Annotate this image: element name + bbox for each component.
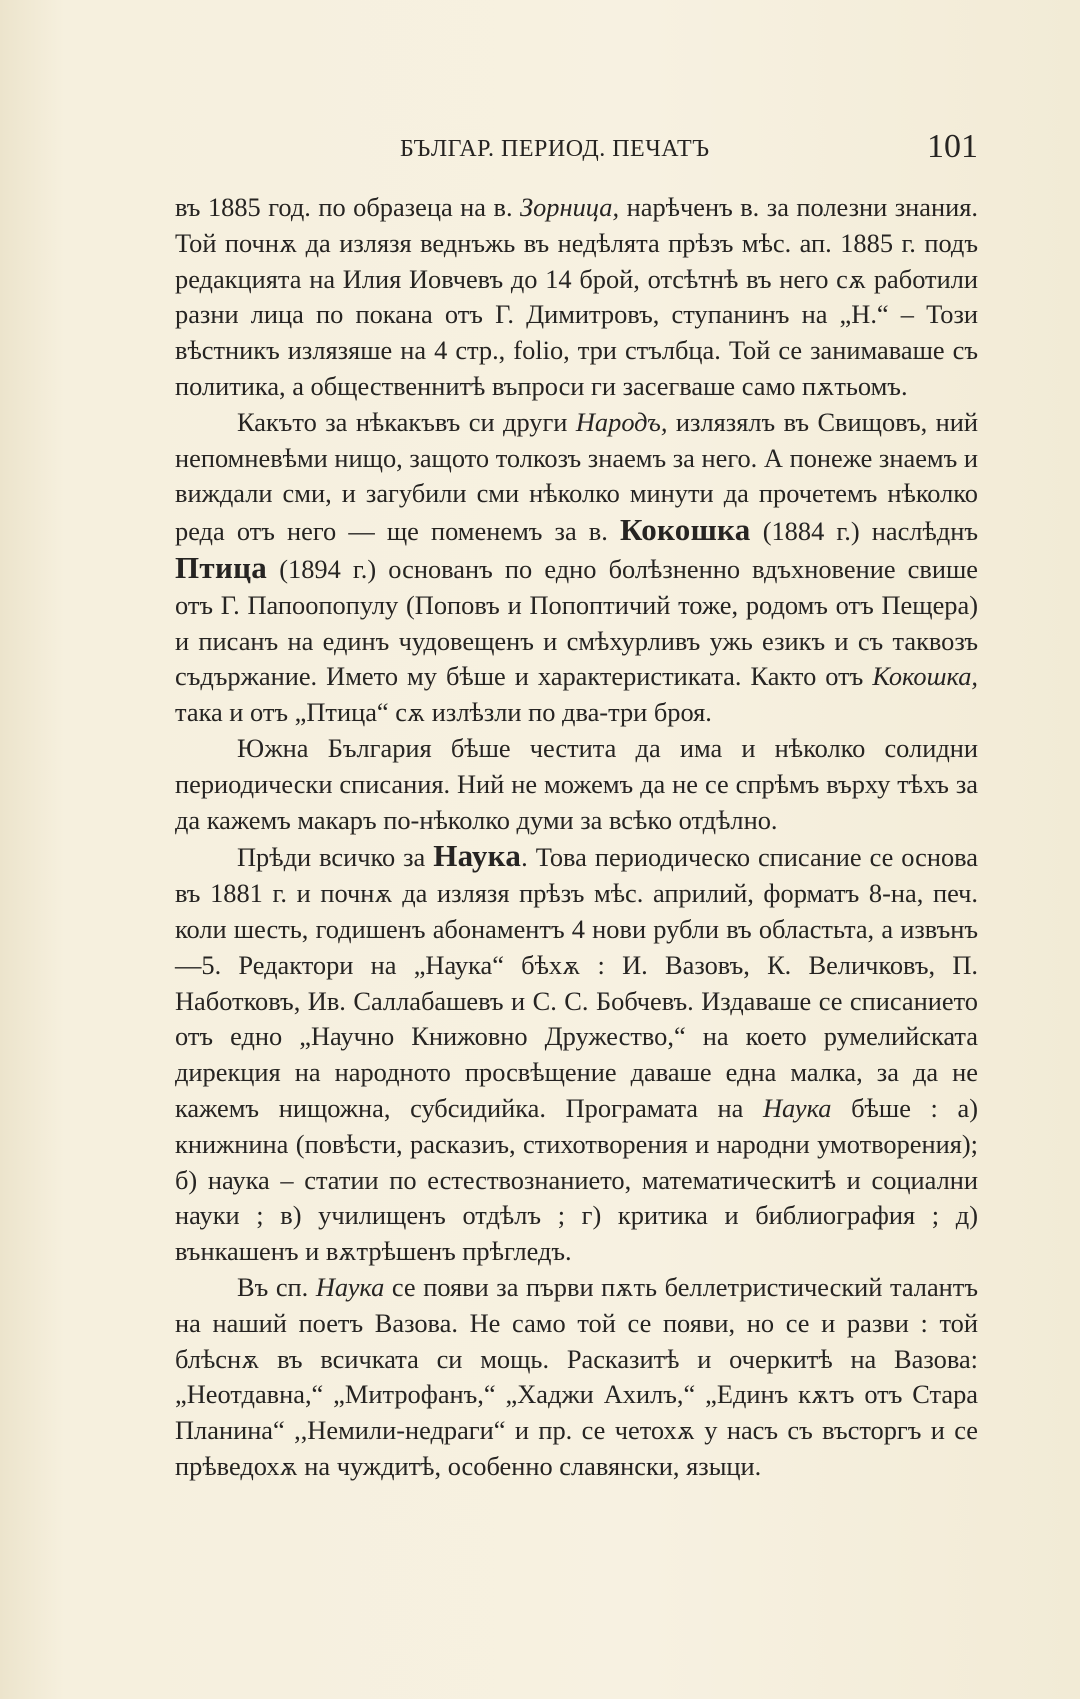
bold-title: Кокошка — [620, 512, 751, 548]
body-text — [175, 190, 978, 1485]
text-run: Южна България бѣше честита да има и нѣколко солидни периодически списания. Ний не можемъ да не се спрѣмъ върху тѣхъ за да кажемъ макаръ по-нѣколко думи за всѣко отдѣлно. — [175, 732, 978, 835]
text-run: се появи за първи пѫть беллетристический талантъ на наший поетъ Вазова. Не само той се появи, но се и разви : той блѣснѫ въ всичката си мощь. Расказитѣ и очеркитѣ на Вазова: „Неотдавна,“ „Митрофанъ,“ „Хаджи Ахилъ,“ „Единъ кѫтъ отъ Стара Планина“ ,,Немили-недраги“ и пр. се четохѫ у насъ съ въсторгъ и се прѣведохѫ на чуждитѣ, особенно славянски, языци. — [175, 1271, 978, 1481]
text-run: Какъто за нѣкакъвъ си други — [237, 406, 576, 437]
paragraph-1 — [175, 190, 978, 405]
paragraph-2 — [175, 405, 978, 731]
text-run: бѣше : а) книжнина (повѣсти, расказиъ, стихотворения и народни умотворения); б) наука – статии по естествознанието, математическитѣ и социални науки ; в) училищенъ отдѣлъ ; г) критика и библиография ; д) вънкашенъ и вѫтрѣшенъ прѣгледъ. — [175, 1092, 978, 1267]
running-title: БЪЛГАР. ПЕРИОД. ПЕЧАТЪ — [400, 136, 710, 162]
italic-title: Наука — [315, 1271, 385, 1302]
text-run: Въ сп. — [237, 1271, 316, 1302]
text-run: нарѣченъ в. за полезни знания. Той почнѫ да излязя веднъжь въ недѣлята прѣзъ мѣс. ап. 1885 г. подъ редакцията на Илия Иовчевъ до 14 брой, отсѣтнѣ въ него сѫ работили разни лица по покана отъ Г. Димитровъ, ступанинъ на „Н.“ – Този вѣстникъ излязяше на 4 стр., folio, три стълбца. Той се занимаваше съ политика, а общественнитѣ въпроси ги засегваше само пѫтьомъ. — [175, 192, 978, 401]
paragraph-5 — [175, 1270, 978, 1485]
text-run: така и отъ „Птица“ сѫ излѣзли по два-три броя. — [175, 697, 712, 728]
italic-title: Народъ, — [575, 406, 668, 437]
text-run: (1894 г.) основанъ по едно болѣзненно вдъхновение свише отъ Г. Папоопопулу (Поповъ и Попоптичий тоже, родомъ отъ Пещера) и писанъ на единъ чудовещенъ и смѣхурливъ ужь езикъ и съ таквозъ съдържание. Името му бѣше и характеристиката. Както отъ — [175, 553, 978, 692]
text-run: (1884 г.) наслѣднъ — [750, 516, 978, 547]
text-run: въ 1885 год. по образеца на в. — [175, 192, 521, 222]
text-run: излязялъ въ Свищовъ, ний непомневѣми нищо, защото толкозъ знаемъ за него. А понеже знаемъ и виждали сми, и загубили сми нѣколко минути да прочетемъ нѣколко реда отъ него — ще поменемъ за в. — [175, 406, 979, 547]
italic-title: Наука — [762, 1092, 832, 1123]
italic-title: Зорница, — [520, 192, 620, 222]
italic-title: Кокошка, — [872, 661, 978, 692]
page-number: 101 — [927, 128, 978, 165]
paragraph-4 — [175, 838, 978, 1270]
bold-title: Наука — [433, 838, 522, 874]
page-header — [175, 128, 978, 178]
text-run: Прѣди всичко за — [237, 842, 434, 873]
text-run: . Това периодическо списание се основа въ 1881 г. и почнѫ да излязя прѣзъ мѣс. априлий, форматъ 8-на, печ. коли шесть, годишенъ абонаментъ 4 нови рубли въ областьта, а извънъ—5. Редактори на „Наука“ бѣхѫ : И. Вазовъ, К. Величковъ, П. Наботковъ, Ив. Саллабашевъ и С. С. Бобчевъ. Издаваше се списанието отъ едно „Научно Книжовно Дружество,“ на което румелийската дирекция на народното просвѣщение даваше една малка, за да не кажемъ нищожна, субсидийка. Програмата на — [175, 842, 979, 1123]
paragraph-3 — [175, 731, 978, 838]
bold-title: Птица — [175, 549, 268, 585]
